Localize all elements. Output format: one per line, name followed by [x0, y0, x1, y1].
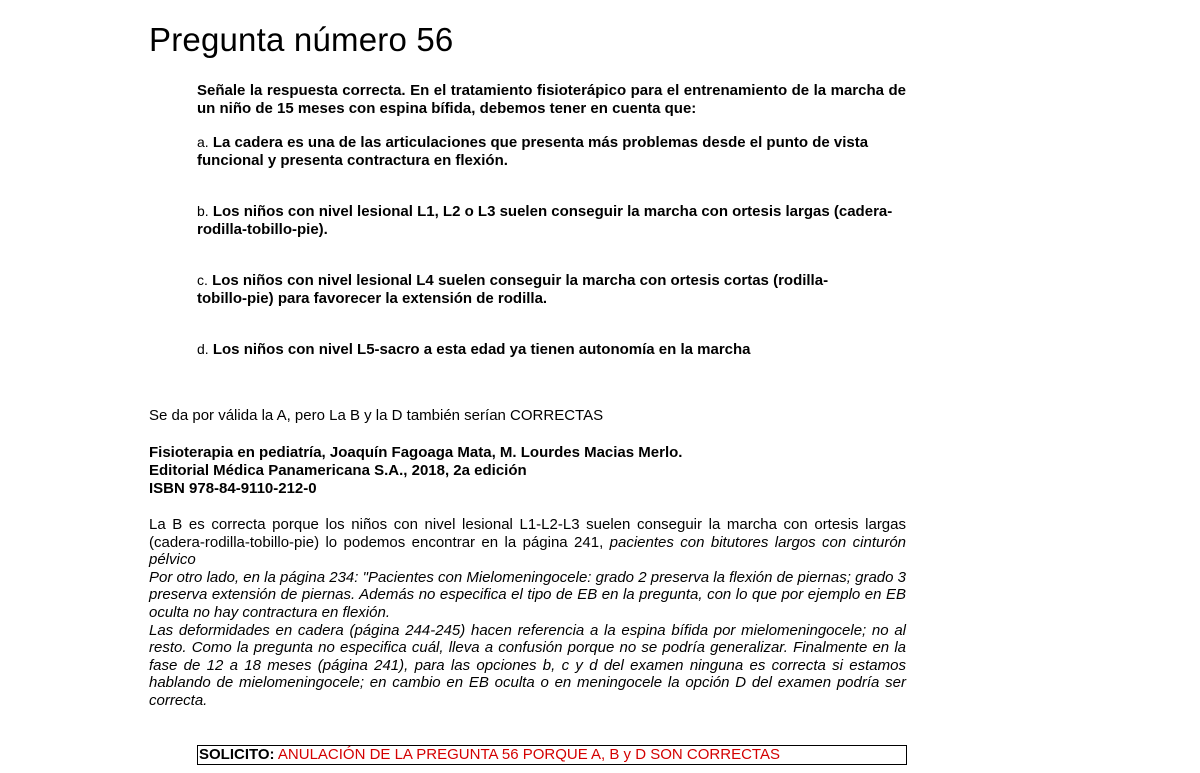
document-page: [149, 20, 906, 765]
question-stem: Señale la respuesta correcta. En el tratamiento fisioterápico para el entrenamiento de la marcha de un niño de 15 meses con espina bífida, debemos tener en cuenta que:: [197, 82, 906, 117]
reference-block: [149, 444, 906, 498]
verdict-text: Se da por válida la A, pero La B y la D también serían CORRECTAS: [149, 407, 604, 424]
option-c: [197, 271, 867, 308]
justification-paragraph-3: Las deformidades en cadera (página 244-245) hacen referencia a la espina bífida por mielomeningocele; no al resto. Como la pregunta no especifica cuál, lleva a confusión porque no se podría generalizar. Finalmente en la fase de 12 a 18 meses (página 241), para las opciones b, c y d del examen ninguna es correcta si estamos hablando de mielomeningocele; en cambio en EB oculta o en meningocele la opción D del examen podría ser correcta.: [149, 621, 906, 709]
option-c-letter: c.: [197, 272, 208, 288]
option-b: [197, 202, 906, 239]
justification-p1-italic: pacientes con bitutores largos con cinturón pélvico: [149, 533, 907, 569]
reference-line-3: ISBN 978-84-9110-212-0: [149, 480, 317, 497]
question-block: [197, 82, 906, 359]
justification-paragraph-1: [149, 516, 906, 569]
option-d-text: Los niños con nivel L5-sacro a esta edad ya tienen autonomía en la marcha: [212, 341, 751, 358]
option-b-text: Los niños con nivel lesional L1, L2 o L3 suelen conseguir la marcha con ortesis largas (cadera-rodilla-tobillo-pie).: [197, 203, 893, 238]
reference-line-1: Fisioterapia en pediatría, Joaquín Fagoaga Mata, M. Lourdes Macias Merlo.: [149, 444, 683, 461]
option-d: [197, 340, 906, 359]
justification-paragraph-2: Por otro lado, en la página 234: "Pacientes con Mielomeningocele: grado 2 preserva la flexión de piernas; grado 3 preserva extensión de piernas. Además no especifica el tipo de EB en la pregunta, con lo que por ejemplo en EB oculta no hay contractura en flexión.: [149, 568, 906, 621]
reference-line-2: Editorial Médica Panamericana S.A., 2018, 2a edición: [149, 462, 527, 479]
option-a-text: La cadera es una de las articulaciones que presenta más problemas desde el punto de vista funcional y presenta contractura en flexión.: [197, 134, 869, 169]
request-text: ANULACIÓN DE LA PREGUNTA 56 PORQUE A, B y D SON CORRECTAS: [274, 745, 780, 763]
page-title: Pregunta número 56: [149, 21, 454, 58]
option-d-letter: d.: [197, 341, 209, 357]
option-a-letter: a.: [197, 134, 209, 150]
option-c-text: Los niños con nivel lesional L4 suelen conseguir la marcha con ortesis cortas (rodilla-tobillo-pie) para favorecer la extensión de rodilla.: [197, 272, 829, 307]
justification-block: [149, 516, 906, 710]
option-b-letter: b.: [197, 203, 209, 219]
request-label: SOLICITO:: [199, 745, 275, 763]
request-box: [197, 745, 907, 765]
option-a: [197, 133, 906, 170]
justification-p1-normal: La B es correcta porque los niños con nivel lesional L1-L2-L3 suelen conseguir la marcha con ortesis largas (cadera-rodilla-tobillo-pie) lo podemos encontrar en la página 241,: [149, 516, 906, 551]
